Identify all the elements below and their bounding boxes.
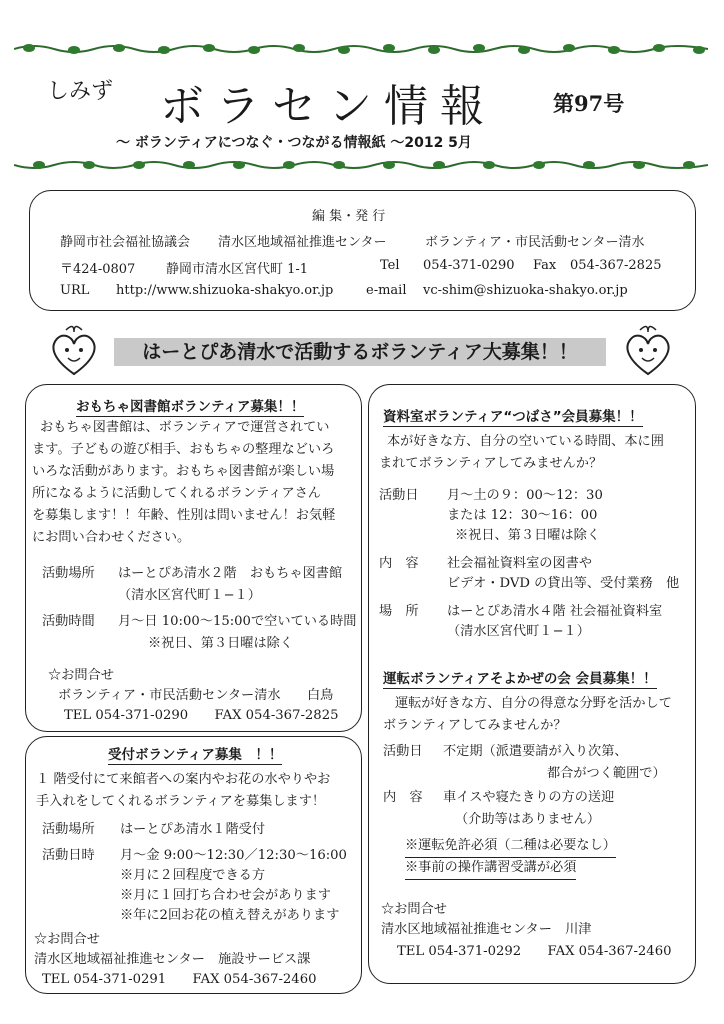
publisher-org-2: 清水区地域福祉推進センター bbox=[218, 235, 387, 250]
website-link[interactable]: http://www.shizuoka-shakyo.or.jp bbox=[116, 283, 334, 298]
contact-org: 清水区地域福祉推進センター 施設サービス課 bbox=[34, 952, 311, 967]
publisher-org-1: 静岡市社会福祉協議会 bbox=[60, 235, 191, 250]
place-label: 活動場所 bbox=[42, 566, 95, 581]
content-label: 内 容 bbox=[379, 556, 419, 571]
time-note: ※祝日、第３日曜は除く bbox=[148, 636, 294, 651]
body-line: ボランティアしてみませんか？ bbox=[383, 718, 567, 733]
contact-org: ボランティア・市民活動センター清水 白鳥 bbox=[58, 688, 334, 703]
contact-org: 清水区地域福祉推進センター 川津 bbox=[381, 922, 592, 937]
driver-title: 運転ボランティアそよかぜの会 会員募集！！ bbox=[383, 667, 657, 689]
postal-code: 〒424-0807 bbox=[60, 262, 136, 277]
requirement-training: ※事前の操作講習受講が必須 bbox=[405, 857, 576, 880]
days-value-2: または 12：30～16：00 bbox=[447, 508, 598, 523]
time-label: 活動日時 bbox=[42, 848, 95, 863]
newsletter-title: ボラセン情報 bbox=[160, 81, 496, 132]
vine-border-bottom bbox=[14, 156, 708, 174]
body-line: を募集します！！年齢、性別は問いません！お気軽 bbox=[32, 508, 336, 523]
body-line: １ 階受付にて来館者への案内やお花の水やりやお bbox=[36, 772, 331, 787]
contact-heading: ☆お問合せ bbox=[48, 668, 114, 683]
publisher-heading: 編 集・発 行 bbox=[312, 209, 386, 224]
body-line: にお問い合わせください。 bbox=[32, 530, 191, 545]
address: 静岡市清水区宮代町 1-1 bbox=[166, 262, 309, 277]
place-value: はーとぴあ清水１階受付 bbox=[120, 822, 266, 837]
email-label: e-mail bbox=[366, 283, 407, 298]
masthead bbox=[0, 0, 724, 160]
email-link[interactable]: vc-shim@shizuoka-shakyo.or.jp bbox=[423, 283, 628, 298]
time-label: 活動時間 bbox=[42, 614, 95, 629]
archive-title: 資料室ボランティア“つばさ”会員募集！！ bbox=[383, 405, 643, 427]
heart-mascot-icon bbox=[618, 322, 678, 382]
place-label: 場 所 bbox=[379, 604, 419, 619]
publisher-box bbox=[29, 190, 696, 311]
content-value-2: ビデオ・DVD の貸出等、受付業務 他 bbox=[447, 576, 680, 591]
masthead-kana: しみず bbox=[47, 79, 114, 104]
content-value-2: （介助等はありません） bbox=[455, 812, 601, 827]
days-value: 不定期（派遣要請が入り次第、 bbox=[443, 744, 628, 759]
content-value: 車イスや寝たきりの方の送迎 bbox=[443, 790, 615, 805]
fax-label: Fax bbox=[533, 258, 557, 273]
days-value: 月～土の９：00～12：30 bbox=[447, 488, 603, 503]
note-line: ※月に１回打ち合わせ会があります bbox=[120, 888, 331, 903]
days-note: ※祝日、第３日曜は除く bbox=[455, 528, 601, 543]
time-value: 月～日 10:00～15:00で空いている時間 bbox=[118, 614, 357, 629]
fax-number: 054-367-2825 bbox=[570, 258, 662, 273]
contact-phone: TEL 054-371-0290 FAX 054-367-2825 bbox=[64, 708, 339, 723]
contact-phone: TEL 054-371-0292 FAX 054-367-2460 bbox=[397, 944, 672, 959]
heart-mascot-icon bbox=[44, 322, 104, 382]
body-line: 手入れをしてくれるボランティアを募集します！ bbox=[36, 794, 326, 809]
body-line: まれてボランティアしてみませんか？ bbox=[379, 456, 603, 471]
tagline: ～ ボランティアにつなぐ・つながる情報紙 ～2012 5月 bbox=[116, 135, 472, 151]
note-line: ※月に２回程度できる方 bbox=[120, 868, 266, 883]
body-line: 所になるように活動してくれるボランティアさん bbox=[32, 486, 322, 501]
tel-number: 054-371-0290 bbox=[423, 258, 515, 273]
body-line: 運転が好きな方、自分の得意な分野を活かして bbox=[395, 696, 672, 711]
note-line: ※年に2回お花の植え替えがあります bbox=[120, 908, 340, 923]
right-column-box bbox=[368, 384, 696, 984]
content-label: 内 容 bbox=[383, 790, 423, 805]
place-value: はーとぴあ清水２階 おもちゃ図書館 bbox=[118, 566, 343, 581]
banner-headline: はーとぴあ清水で活動するボランティア大募集！！ bbox=[114, 338, 606, 366]
requirement-license: ※運転免許必須（二種は必要なし） bbox=[405, 835, 616, 858]
place-label: 活動場所 bbox=[42, 822, 95, 837]
toy-library-box bbox=[25, 384, 362, 732]
days-value-2: 都合がつく範囲で） bbox=[547, 766, 666, 781]
url-label: URL bbox=[60, 283, 90, 298]
issue-number: 第97号 bbox=[553, 91, 625, 116]
tel-label: Tel bbox=[380, 258, 400, 273]
vine-border-top bbox=[14, 40, 708, 58]
content-value: 社会福祉資料室の図書や bbox=[447, 556, 593, 571]
section-title: 受付ボランティア募集 ！！ bbox=[108, 743, 282, 765]
contact-heading: ☆お問合せ bbox=[34, 932, 100, 947]
place-value-2: （清水区宮代町１−１） bbox=[447, 624, 590, 639]
time-value: 月～金 9:00～12:30／12:30～16:00 bbox=[120, 848, 347, 863]
contact-heading: ☆お問合せ bbox=[381, 902, 447, 917]
days-label: 活動日 bbox=[379, 488, 419, 503]
place-address: （清水区宮代町１−１） bbox=[118, 588, 261, 603]
days-label: 活動日 bbox=[383, 744, 423, 759]
place-value: はーとぴあ清水４階 社会福祉資料室 bbox=[447, 604, 663, 619]
body-line: いろな活動があります。おもちゃ図書館が楽しい場 bbox=[32, 464, 335, 479]
contact-phone: TEL 054-371-0291 FAX 054-367-2460 bbox=[42, 972, 317, 987]
section-title: おもちゃ図書館ボランティア募集！！ bbox=[76, 395, 304, 417]
body-line: ます。子どもの遊び相手、おもちゃの整理などいろ bbox=[32, 442, 335, 457]
body-line: おもちゃ図書館は、ボランティアで運営されてい bbox=[40, 420, 330, 435]
reception-box bbox=[25, 736, 362, 994]
recruit-banner bbox=[0, 322, 724, 382]
body-line: 本が好きな方、自分の空いている時間、本に囲 bbox=[387, 434, 664, 449]
publisher-org-3: ボランティア・市民活動センター清水 bbox=[425, 235, 645, 250]
